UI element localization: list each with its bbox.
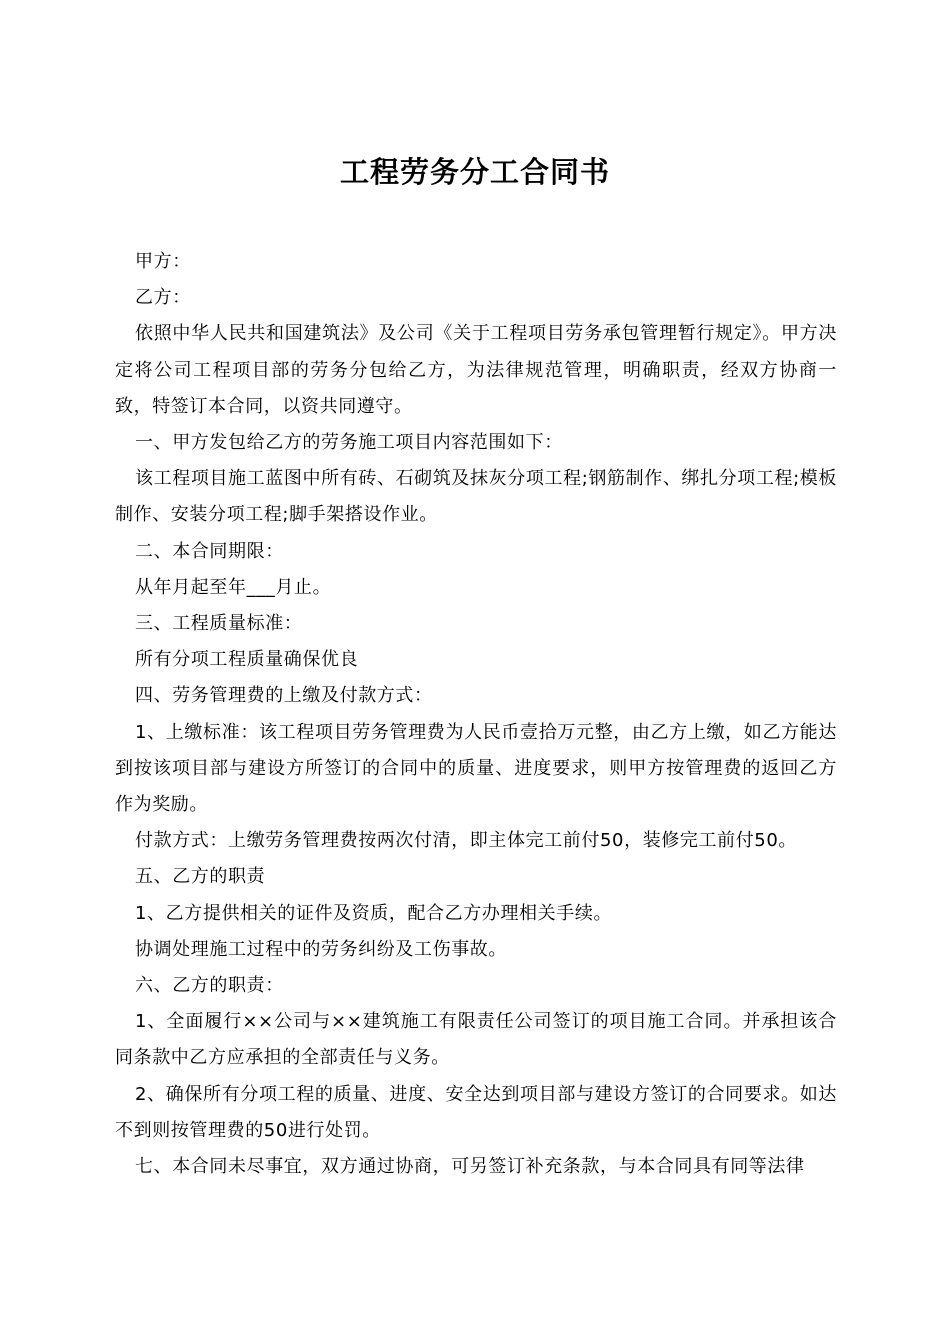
party-b-line: 乙方： <box>135 287 191 309</box>
preamble-paragraph: 依照中华人民共和国建筑法》及公司《关于工程项目劳务承包管理暂行规定》。甲方决定将公司工程项目部的劳务分包给乙方，为法律规范管理，明确职责，经双方协商一致，特签订本合同，以资共同遵守。 <box>115 323 837 417</box>
section-6-item-2: 2、确保所有分项工程的质量、进度、安全达到项目部与建设方签订的合同要求。如达不到则按管理费的50进行处罚。 <box>115 1083 837 1141</box>
section-1-content: 该工程项目施工蓝图中所有砖、石砌筑及抹灰分项工程;钢筋制作、绑扎分项工程;模板制作、安装分项工程;脚手架搭设作业。 <box>115 468 837 526</box>
section-4-item-1: 1、上缴标准：该工程项目劳务管理费为人民币壹拾万元整，由乙方上缴，如乙方能达到按该项目部与建设方所签订的合同中的质量、进度要求，则甲方按管理费的返回乙方作为奖励。 <box>115 721 837 816</box>
section-4-payment-method: 付款方式：上缴劳务管理费按两次付清，即主体完工前付50，装修完工前付50。 <box>135 830 798 852</box>
document-title: 工程劳务分工合同书 <box>339 155 610 190</box>
section-5-item-2: 协调处理施工过程中的劳务纠纷及工伤事故。 <box>135 938 507 960</box>
party-a-line: 甲方： <box>135 251 191 272</box>
section-2-heading: 二、本合同期限： <box>135 540 284 562</box>
section-3-heading: 三、工程质量标准： <box>135 613 303 635</box>
section-6-item-1: 1、全面履行××公司与××建筑施工有限责任公司签订的项目施工合同。并承担该合同条款中乙方应承担的全部责任与义务。 <box>115 1011 837 1069</box>
document-body <box>115 244 837 1185</box>
section-4-heading: 四、劳务管理费的上缴及付款方式： <box>135 685 433 707</box>
section-6-heading: 六、乙方的职责： <box>135 975 284 997</box>
section-7-paragraph: 七、本合同未尽事宜，双方通过协商，可另签订补充条款，与本合同具有同等法律 <box>135 1156 805 1178</box>
section-2-content: 从年月起至年___月止。 <box>135 576 332 598</box>
section-5-heading: 五、乙方的职责 <box>135 866 266 888</box>
section-5-item-1: 1、乙方提供相关的证件及资质，配合乙方办理相关手续。 <box>135 902 613 924</box>
section-1-heading: 一、甲方发包给乙方的劳务施工项目内容范围如下： <box>135 432 563 454</box>
section-3-content: 所有分项工程质量确保优良 <box>135 649 359 671</box>
